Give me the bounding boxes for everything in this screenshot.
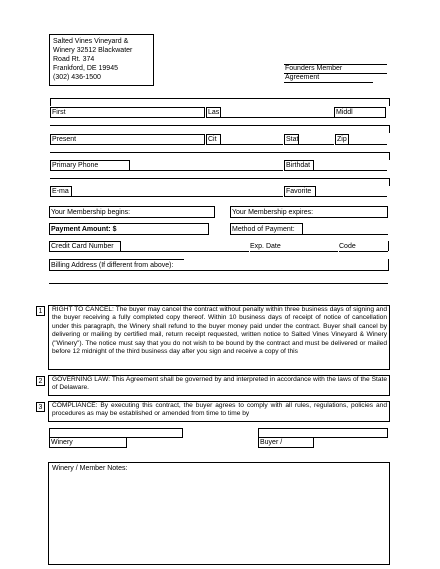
- billing-address-second-line[interactable]: [49, 283, 388, 284]
- email-label: E-ma: [52, 188, 69, 195]
- phone-top-line: [50, 152, 390, 153]
- state-label: Stat: [286, 136, 299, 143]
- credit-card-field[interactable]: [49, 241, 121, 251]
- vendor-address: Road Rt. 374: [53, 56, 95, 63]
- vendor-address-box: [49, 34, 154, 86]
- exp-date-input-line[interactable]: [250, 251, 338, 252]
- vendor-city: Frankford, DE 19945: [53, 65, 118, 72]
- section-3-compliance: COMPLIANCE: By executing this contract, the buyer agrees to comply with all rules, regulations, policies and procedures as may be established or amended from time to time by: [48, 401, 390, 422]
- section-1-right-to-cancel: RIGHT TO CANCEL: The buyer may cancel the contract without penalty within three business days of signing and the buyer receiving a fully completed copy thereof. Within 10 business days of receipt of notice of cancellation under this paragraph, the Winery shall refund to the buyer money paid under the contract. Buyer shall cancel by delivering or mailing by certified mail, return receipt requested, written notice to Salted Vines Vineyard & Winery ("Winery"). The notice must say that you do not wish to be bound by the contract and must be delivered or mailed before 12 midnight of the third business day after you sign and receive a copy of this: [48, 305, 390, 370]
- last-name-label: Las: [208, 109, 220, 116]
- last-name-input-line[interactable]: [221, 117, 334, 118]
- membership-expires-label: Your Membership expires:: [232, 209, 314, 216]
- last-name-field[interactable]: [206, 107, 221, 118]
- primary-phone-label: Primary Phone: [52, 162, 99, 169]
- vendor-phone: (302) 436-1500: [53, 74, 101, 81]
- buyer-signature-field[interactable]: [258, 438, 314, 448]
- membership-begins-label: Your Membership begins:: [51, 209, 131, 216]
- present-address-field[interactable]: [50, 134, 205, 145]
- favorite-field[interactable]: [284, 186, 316, 197]
- vendor-name-line1: Salted Vines Vineyard &: [53, 38, 129, 45]
- payment-amount-field[interactable]: [49, 223, 209, 235]
- email-input-line[interactable]: [72, 196, 283, 197]
- member-notes-label: Winery / Member Notes:: [52, 465, 128, 472]
- method-of-payment-label: Method of Payment:: [232, 226, 295, 233]
- primary-phone-input-line[interactable]: [130, 170, 283, 171]
- billing-address-input-line[interactable]: [49, 270, 388, 271]
- favorite-label: Favorite: [286, 188, 312, 195]
- payment-amount-label: Payment Amount: $: [51, 226, 117, 233]
- address-right-tick: [389, 125, 390, 133]
- section-1-number: 1: [36, 306, 45, 316]
- name-right-tick: [389, 98, 390, 106]
- email-right-tick: [389, 178, 390, 186]
- phone-right-tick: [389, 152, 390, 160]
- city-label: Cit: [208, 136, 217, 143]
- first-name-label: First: [52, 109, 66, 116]
- vendor-name-line2: Winery 32512 Blackwater: [53, 47, 133, 54]
- form-title-line1: Founders Member: [284, 64, 387, 74]
- city-input-line[interactable]: [221, 144, 283, 145]
- middle-name-label: Middl: [336, 109, 353, 116]
- section-2-number: 2: [36, 376, 45, 386]
- city-field[interactable]: [206, 134, 221, 145]
- email-field[interactable]: [50, 186, 72, 197]
- buyer-signature-label: Buyer /: [260, 439, 283, 446]
- first-name-field[interactable]: [50, 107, 205, 118]
- winery-signature-field[interactable]: [49, 438, 127, 448]
- birthdate-label: Birthdat: [286, 162, 311, 169]
- birthdate-field[interactable]: [284, 160, 314, 171]
- credit-card-label: Credit Card Number: [51, 243, 114, 250]
- birthdate-input-line[interactable]: [314, 170, 387, 171]
- code-label: Code: [339, 243, 356, 250]
- name-left-tick: [50, 98, 51, 106]
- name-top-line: [50, 98, 390, 99]
- section-3-number: 3: [36, 402, 45, 412]
- form-title-line2: Agreement: [284, 74, 373, 83]
- zip-field[interactable]: [335, 134, 349, 145]
- exp-date-label: Exp. Date: [250, 243, 281, 250]
- state-input-line[interactable]: [299, 144, 334, 145]
- zip-label: Zip: [337, 136, 347, 143]
- billing-right-tick: [388, 259, 389, 271]
- favorite-input-line[interactable]: [316, 196, 387, 197]
- present-address-label: Present: [52, 136, 77, 143]
- address-top-line: [50, 125, 390, 126]
- winery-signature-line-top[interactable]: [49, 428, 183, 438]
- zip-input-line[interactable]: [349, 144, 387, 145]
- code-input-line[interactable]: [339, 251, 388, 252]
- section-2-governing-law: GOVERNING LAW: This Agreement shall be governed by and interpreted in accordance with the laws of the State of Delaware.: [48, 375, 390, 396]
- membership-expires-field[interactable]: [230, 206, 388, 218]
- member-notes-box[interactable]: [48, 462, 390, 565]
- form-title: [284, 64, 389, 83]
- state-field[interactable]: [284, 134, 299, 145]
- method-of-payment-field[interactable]: [230, 223, 303, 235]
- primary-phone-field[interactable]: [50, 160, 130, 171]
- membership-begins-field[interactable]: [49, 206, 215, 218]
- method-of-payment-input-line[interactable]: [303, 234, 388, 235]
- credit-card-input-line[interactable]: [49, 251, 249, 252]
- winery-signature-label: Winery: [51, 439, 73, 446]
- buyer-signature-line-top[interactable]: [258, 428, 388, 438]
- code-right-tick: [388, 241, 389, 251]
- email-top-line: [50, 178, 390, 179]
- billing-address-label: Billing Address (If different from above):: [51, 262, 174, 269]
- middle-name-field[interactable]: [334, 107, 386, 118]
